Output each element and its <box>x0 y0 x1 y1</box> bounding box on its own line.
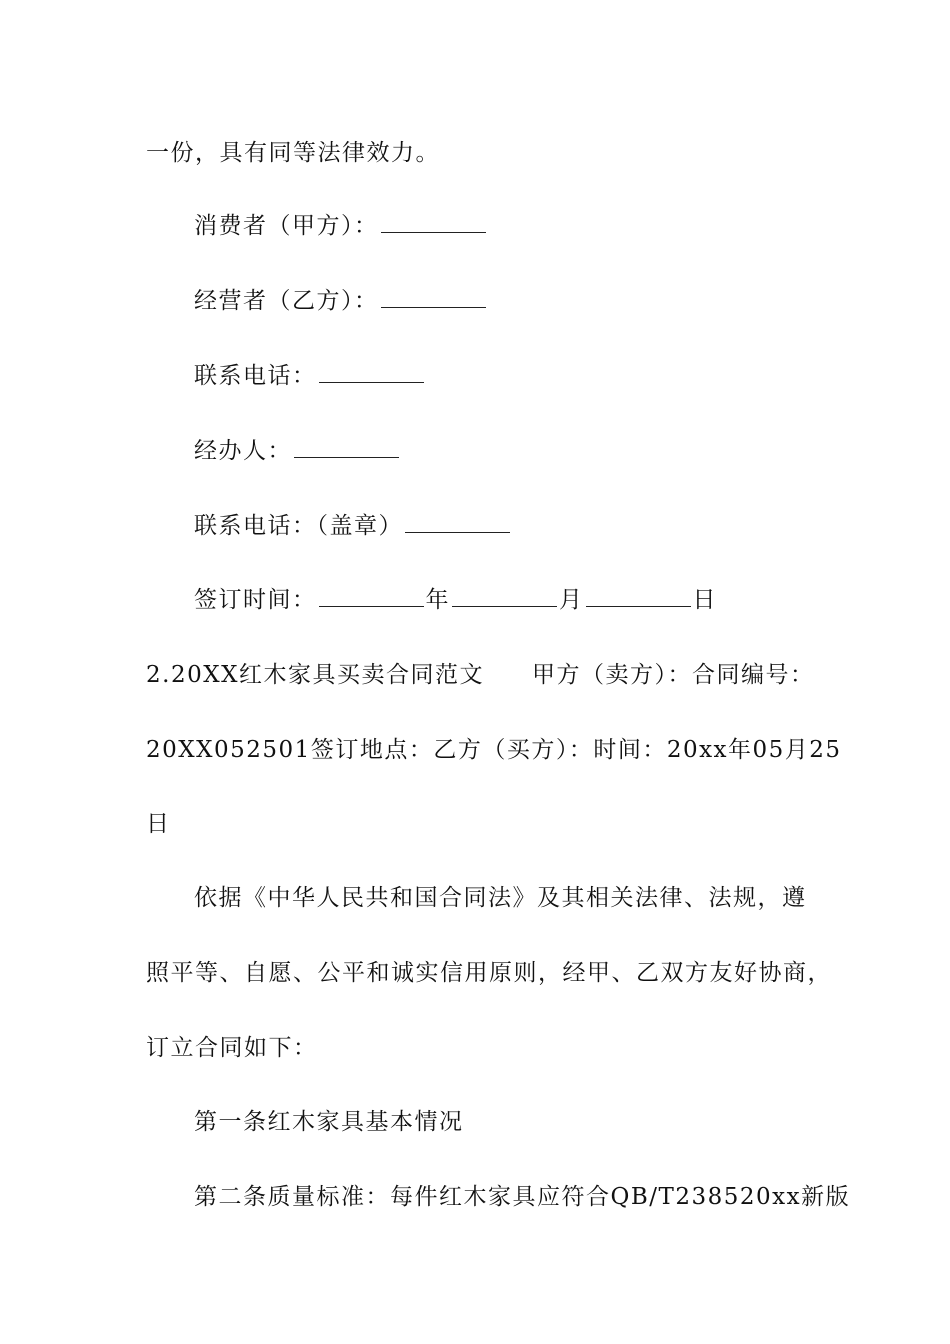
section-heading <box>146 660 814 690</box>
paragraph-line <box>146 138 440 168</box>
phone-field <box>194 361 426 391</box>
blank-underline <box>452 586 557 607</box>
paragraph-line <box>146 958 832 988</box>
line-text: 日 <box>146 811 171 837</box>
line-text: 20XX052501签订地点：乙方（买方）：时间：20xx年05月25 <box>146 737 842 763</box>
line-text: 一份，具有同等法律效力。 <box>146 140 440 166</box>
paragraph-line <box>194 883 807 913</box>
article-heading <box>194 1182 850 1212</box>
year-label: 年 <box>425 587 450 613</box>
blank-underline <box>319 362 424 383</box>
day-label: 日 <box>692 587 717 613</box>
field-label: 联系电话： <box>194 363 317 389</box>
field-label: 经办人： <box>194 438 292 464</box>
line-text: 第一条红木家具基本情况 <box>194 1109 464 1135</box>
heading-party: 甲方（卖方）：合同编号： <box>531 662 815 688</box>
operator-party-field <box>194 286 488 316</box>
paragraph-line <box>146 809 171 839</box>
line-text: 照平等、自愿、公平和诚实信用原则，经甲、乙双方友好协商， <box>146 960 832 986</box>
blank-underline <box>586 586 691 607</box>
field-label: 消费者（甲方）： <box>194 213 379 239</box>
line-text: 订立合同如下： <box>146 1035 318 1061</box>
handler-field <box>194 436 401 466</box>
field-label: 经营者（乙方）： <box>194 288 379 314</box>
blank-underline <box>294 437 399 458</box>
signing-date-field <box>194 585 717 615</box>
heading-text: 2.20XX红木家具买卖合同范文 <box>146 662 484 688</box>
paragraph-line <box>146 735 842 765</box>
line-text: 第二条质量标准：每件红木家具应符合QB/T238520xx新版 <box>194 1184 851 1210</box>
field-label: 签订时间： <box>194 587 317 613</box>
article-heading <box>194 1107 464 1137</box>
phone-seal-field <box>194 511 512 541</box>
line-text: 依据《中华人民共和国合同法》及其相关法律、法规，遵 <box>194 885 807 911</box>
paragraph-line <box>146 1033 318 1063</box>
blank-underline <box>381 212 486 233</box>
blank-underline <box>319 586 424 607</box>
consumer-party-field <box>194 211 488 241</box>
field-label: 联系电话：（盖章） <box>194 513 403 539</box>
month-label: 月 <box>559 587 584 613</box>
blank-underline <box>381 287 486 308</box>
blank-underline <box>405 512 510 533</box>
